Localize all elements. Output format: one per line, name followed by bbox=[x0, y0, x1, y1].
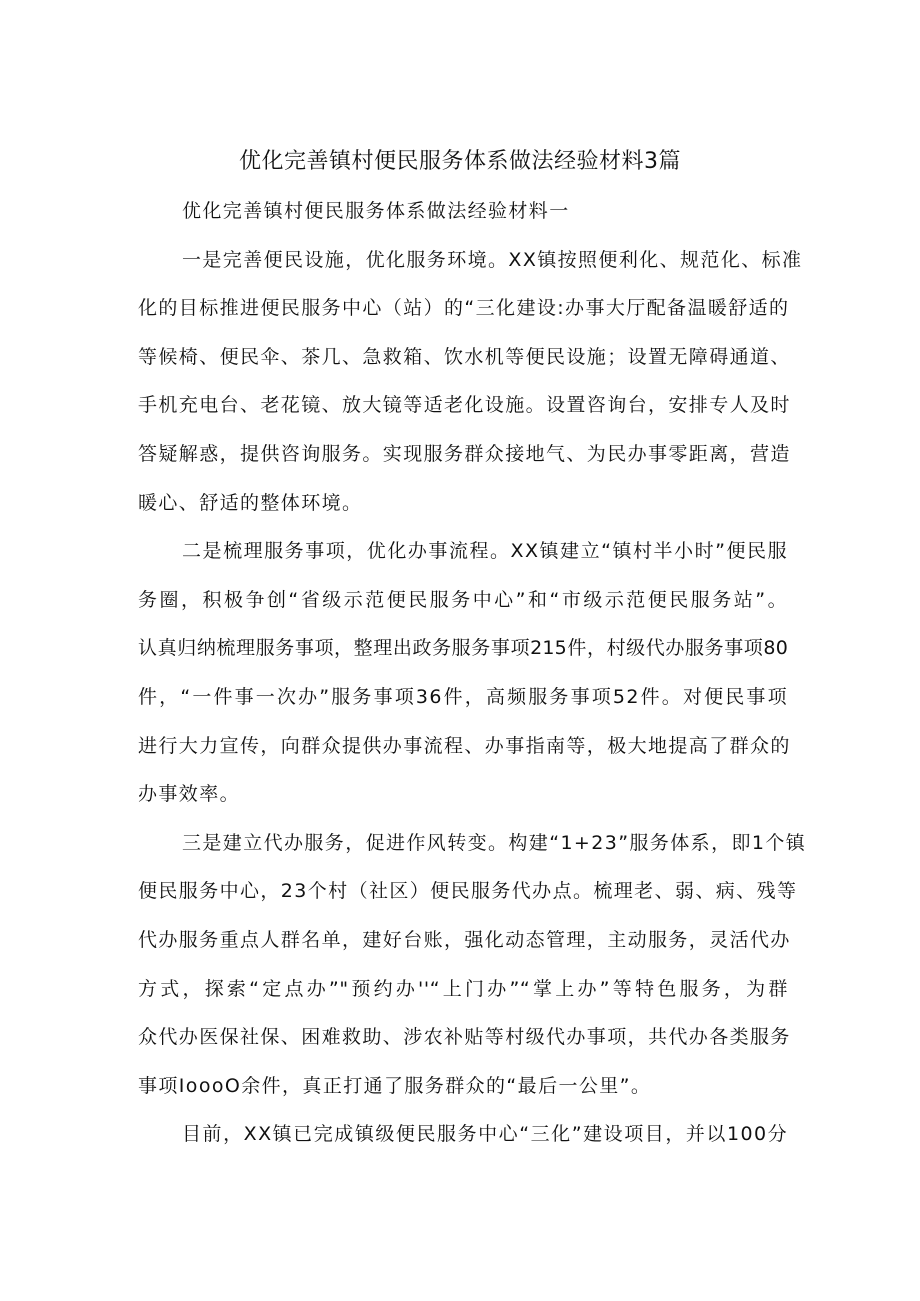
paragraph-1-line: 答疑解惑，提供咨询服务。实现服务群众接地气、为民办事零距离，营造 bbox=[138, 442, 791, 465]
paragraph-3-line: 便民服务中心，23个村（社区）便民服务代办点。梳理老、弱、病、残等 bbox=[138, 880, 798, 903]
paragraph-2-line: 件，“一件事一次办”服务事项36件，高频服务事项52件。对便民事项 bbox=[138, 685, 788, 708]
paragraph-1-line: 化的目标推进便民服务中心（站）的“三化建设:办事大厅配备温暖舒适的 bbox=[138, 297, 790, 320]
paragraph-3-line: 事项IoooO余件，真正打通了服务群众的“最后一公里”。 bbox=[138, 1074, 652, 1097]
paragraph-3-line: 众代办医保社保、困难救助、涉农补贴等村级代办事项，共代办各类服务 bbox=[138, 1026, 791, 1049]
section-heading: 优化完善镇村便民服务体系做法经验材料一 bbox=[182, 200, 570, 222]
paragraph-3-line: 方式，探索“定点办”"预约办''“上门办”“掌上办”等特色服务，为群 bbox=[138, 977, 788, 1000]
paragraph-2-line: 务圈，积极争创“省级示范便民服务中心”和“市级示范便民服务站”。 bbox=[138, 588, 788, 611]
document-title: 优化完善镇村便民服务体系做法经验材料3篇 bbox=[239, 149, 681, 174]
paragraph-2-line: 办事效率。 bbox=[138, 783, 241, 806]
paragraph-3-line: 三是建立代办服务，促进作风转变。构建“1+23”服务体系，即1个镇 bbox=[182, 831, 807, 854]
paragraph-4-line: 目前，XX镇已完成镇级便民服务中心“三化”建设项目，并以100分 bbox=[182, 1123, 788, 1146]
paragraph-2-line: 二是梳理服务事项，优化办事流程。XX镇建立“镇村半小时”便民服 bbox=[182, 540, 788, 563]
paragraph-1-line: 暖心、舒适的整体环境。 bbox=[138, 491, 363, 514]
paragraph-3-line: 代办服务重点人群名单，建好台账，强化动态管理，主动服务，灵活代办 bbox=[138, 928, 791, 951]
document-body bbox=[138, 194, 807, 1166]
paragraph-1-line: 等候椅、便民伞、茶几、急救箱、饮水机等便民设施；设置无障碍通道、 bbox=[138, 345, 791, 368]
paragraph-2-line: 进行大力宣传，向群众提供办事流程、办事指南等，极大地提高了群众的 bbox=[138, 734, 791, 757]
paragraph-1-line: 手机充电台、老花镜、放大镜等适老化设施。设置咨询台，安排专人及时 bbox=[138, 394, 791, 417]
paragraph-1-line: 一是完善便民设施，优化服务环境。XX镇按照便利化、规范化、标准 bbox=[182, 248, 803, 271]
paragraph-2-line: 认真归纳梳理服务事项，整理出政务服务事项215件，村级代办服务事项80 bbox=[138, 637, 788, 660]
